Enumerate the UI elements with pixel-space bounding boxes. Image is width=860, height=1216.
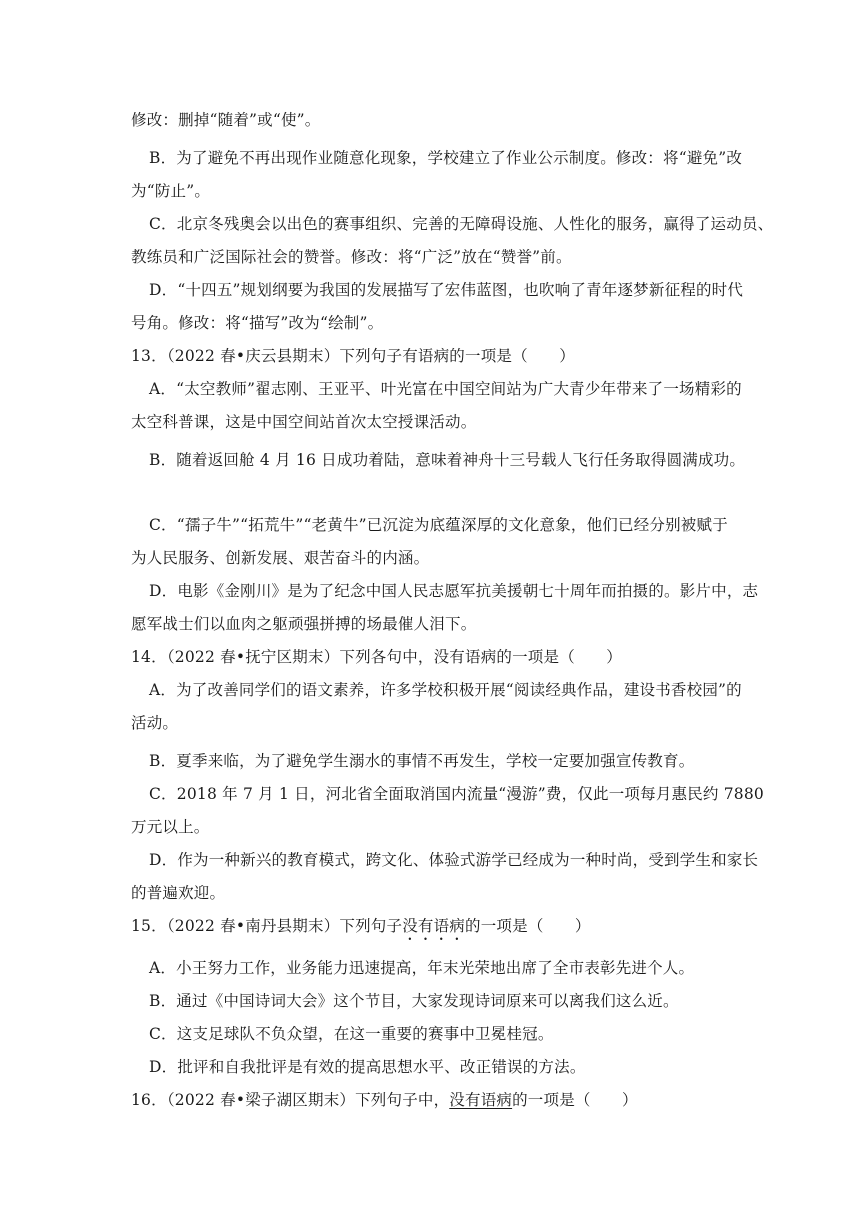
option-b-line: B．随着返回舱 4 月 16 日成功着陆，意味着神舟十三号载人飞行任务取得圆满成功。 xyxy=(149,451,746,469)
option-c-line: C．2018 年 7 月 1 日，河北省全面取消国内流量“漫游”费，仅此一项每月惠民约 7880 xyxy=(149,785,764,803)
underlined-text: 没有语病 xyxy=(449,1091,513,1109)
text-line: 修改：删掉“随着”或“使”。 xyxy=(131,111,321,129)
option-d-line: D．电影《金刚川》是为了纪念中国人民志愿军抗美援朝七十周年而拍摄的。影片中，志 xyxy=(149,582,759,600)
question-15-stem xyxy=(131,916,591,944)
option-a-line: A．为了改善同学们的语文素养，许多学校积极开展“阅读经典作品，建设书香校园”的 xyxy=(149,681,742,699)
text-line: 愿军战士们以血肉之躯顽强拼搏的场最催人泪下。 xyxy=(131,615,477,633)
question-15-prefix: 15．（2022 春•南丹县期末）下列句子 xyxy=(131,917,403,935)
option-d-line: D．批评和自我批评是有效的提高思想水平、改正错误的方法。 xyxy=(149,1058,586,1076)
option-b-line: B．通过《中国诗词大会》这个节目，大家发现诗词原来可以离我们这么近。 xyxy=(149,992,679,1010)
option-c-line: C．“孺子牛”“拓荒牛”“老黄牛”已沉淀为底蕴深厚的文化意象，他们已经分别被赋于 xyxy=(149,516,728,534)
text-line: 太空科普课，这是中国空间站首次太空授课活动。 xyxy=(131,413,477,431)
text-line: 活动。 xyxy=(131,714,179,732)
question-14-stem: 14．（2022 春•抚宁区期末）下列各句中，没有语病的一项是（ ） xyxy=(131,648,622,666)
text-line: 号角。修改：将“描写”改为“绘制”。 xyxy=(131,314,384,332)
text-line: 的普遍欢迎。 xyxy=(131,884,226,902)
question-16-suffix: 的一项是（ ） xyxy=(512,1091,638,1109)
option-b-line: B．为了避免不再出现作业随意化现象，学校建立了作业公示制度。修改：将“避免”改 xyxy=(149,149,743,167)
option-d-line: D．作为一种新兴的教育模式，跨文化、体验式游学已经成为一种时尚，受到学生和家长 xyxy=(149,851,759,869)
option-b-line: B．夏季来临，为了避免学生溺水的事情不再发生，学校一定要加强宣传教育。 xyxy=(149,752,695,770)
option-a-line: A．小王努力工作，业务能力迅速提高，年末光荣地出席了全市表彰先进个人。 xyxy=(149,959,695,977)
emphasis-dots-text: 没有语病 xyxy=(402,917,466,935)
question-16-stem xyxy=(131,1090,638,1110)
text-line: 万元以上。 xyxy=(131,818,210,836)
option-c-line: C．北京冬残奥会以出色的赛事组织、完善的无障碍设施、人性化的服务，赢得了运动员、 xyxy=(149,215,774,233)
text-line: 为“防止”。 xyxy=(131,182,211,200)
question-16-prefix: 16．（2022 春•梁子湖区期末）下列句子中， xyxy=(131,1091,450,1109)
text-line: 教练员和广泛国际社会的赞誉。修改：将“广泛”放在“赞誉”前。 xyxy=(131,248,572,266)
text-line: 为人民服务、创新发展、艰苦奋斗的内涵。 xyxy=(131,549,430,567)
question-15-suffix: 的一项是（ ） xyxy=(465,917,591,935)
question-13-stem: 13．（2022 春•庆云县期末）下列句子有语病的一项是（ ） xyxy=(131,347,575,365)
option-c-line: C．这支足球队不负众望，在这一重要的赛事中卫冕桂冠。 xyxy=(149,1025,554,1043)
option-d-line: D．“十四五”规划纲要为我国的发展描写了宏伟蓝图，也吹响了青年逐梦新征程的时代 xyxy=(149,281,744,299)
option-a-line: A．“太空教师”翟志刚、王亚平、叶光富在中国空间站为广大青少年带来了一场精彩的 xyxy=(149,380,742,398)
